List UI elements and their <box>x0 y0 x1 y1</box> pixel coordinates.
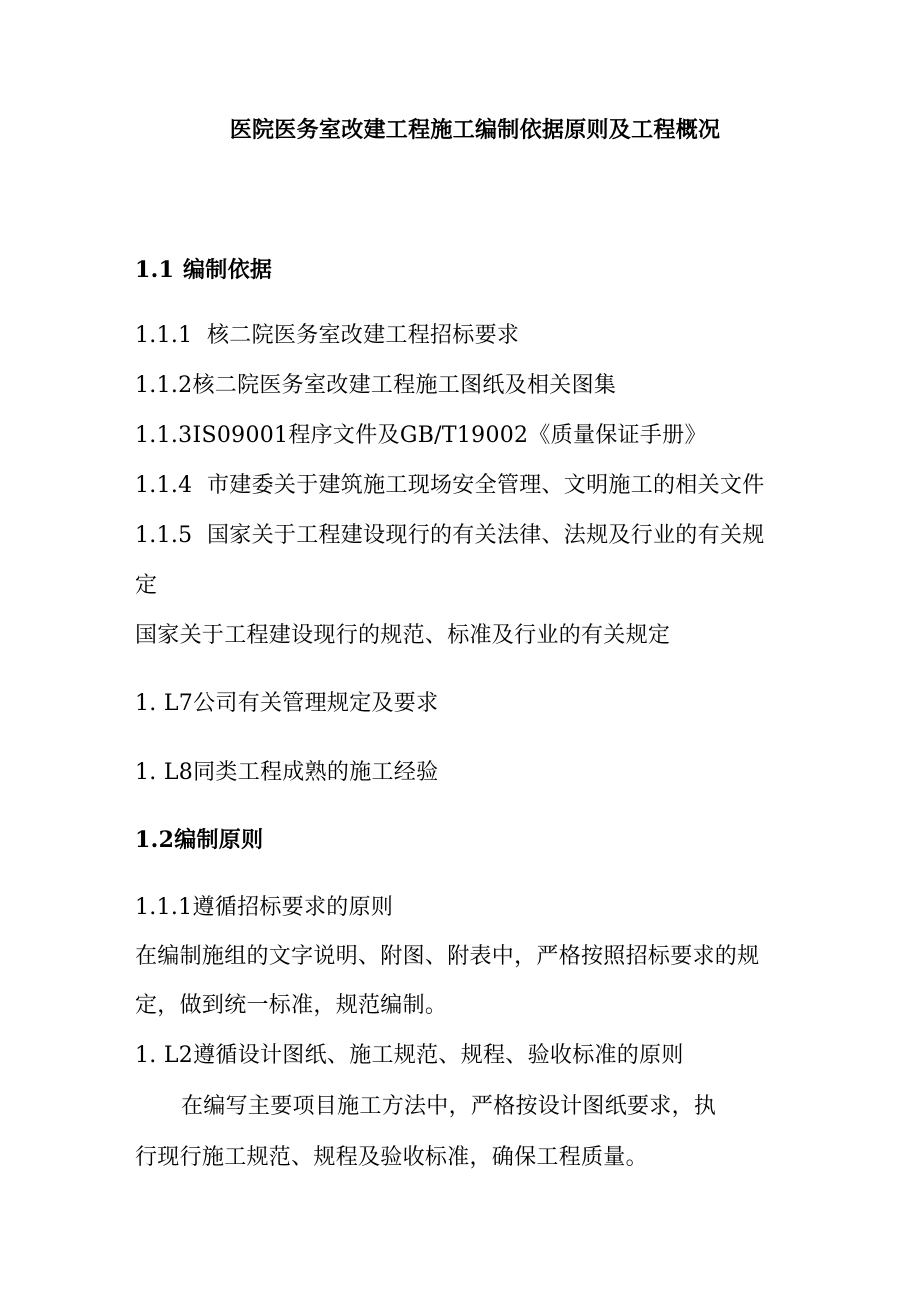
item-text: 遵循招标要求的原则 <box>192 895 394 920</box>
list-item <box>135 758 438 788</box>
list-item-continuation: 定 <box>135 573 158 598</box>
item-number: 1.1.1 <box>135 895 193 920</box>
item-number: 1. L7 <box>135 691 194 716</box>
list-item <box>135 471 765 501</box>
item-text: 国家关于工程建设现行的有关法律、法规及行业的有关规 <box>207 523 765 548</box>
section-number: 1.2 <box>135 827 175 853</box>
item-number: 1.1.5 <box>135 523 193 548</box>
item-number: 1. L8 <box>135 760 194 785</box>
list-item <box>135 421 707 451</box>
principle-body-line: 定，做到统一标准，规范编制。 <box>135 993 448 1018</box>
section-heading-1-2 <box>135 825 263 855</box>
list-item <box>135 689 438 719</box>
item-text: 遵循设计图纸、施工规范、规程、验收标准的原则 <box>193 1043 684 1068</box>
item-number: 1. L2 <box>135 1043 194 1068</box>
principle-body-line: 在编写主要项目施工方法中，严格按设计图纸要求，执 <box>181 1094 717 1119</box>
list-item <box>135 371 616 401</box>
item-text: 公司有关管理规定及要求 <box>193 691 439 716</box>
item-text: 同类工程成熟的施工经验 <box>193 760 439 785</box>
document-title: 医院医务室改建工程施工编制依据原则及工程概况 <box>229 117 721 143</box>
list-item <box>135 321 519 351</box>
item-number: 1.1.3 <box>135 423 193 448</box>
principle-heading <box>135 1041 684 1071</box>
principle-body-line: 在编制施组的文字说明、附图、附表中，严格按照招标要求的规 <box>135 944 760 969</box>
section-title: 编制依据 <box>183 257 273 283</box>
principle-body-line: 行现行施工规范、规程及验收标准，确保工程质量。 <box>135 1145 648 1170</box>
section-number: 1.1 <box>135 257 175 283</box>
item-text: 核二院医务室改建工程招标要求 <box>207 323 520 348</box>
section-title: 编制原则 <box>174 827 264 853</box>
list-item-unnumbered: 国家关于工程建设现行的规范、标准及行业的有关规定 <box>135 623 671 648</box>
item-number: 1.1.4 <box>135 473 193 498</box>
list-item <box>135 521 765 551</box>
principle-heading <box>135 893 393 923</box>
item-number: 1.1.1 <box>135 323 193 348</box>
item-text: 核二院医务室改建工程施工图纸及相关图集 <box>192 373 617 398</box>
item-text: IS09001程序文件及GB/T19002《质量保证手册》 <box>192 423 707 448</box>
item-number: 1.1.2 <box>135 373 193 398</box>
item-text: 市建委关于建筑施工现场安全管理、文明施工的相关文件 <box>207 473 765 498</box>
section-heading-1-1 <box>135 255 272 285</box>
